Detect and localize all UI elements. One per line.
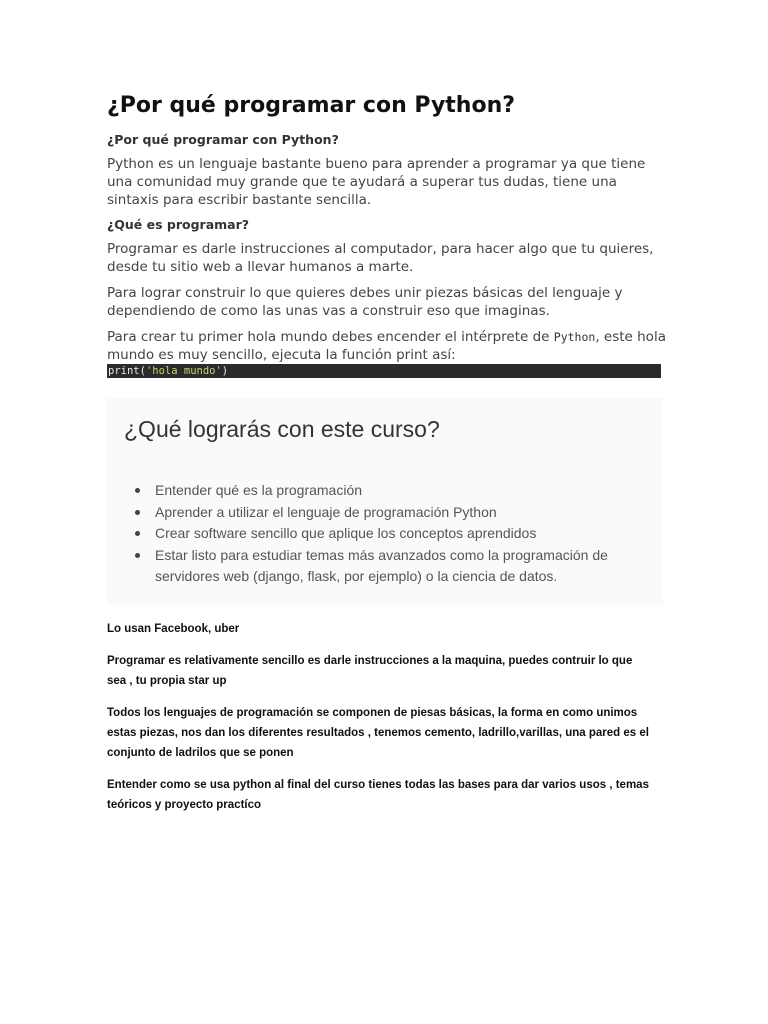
page-title: ¿Por qué programar con Python? [107, 93, 515, 118]
paragraph-hello-world [107, 328, 667, 364]
hello-text-before: Para crear tu primer hola mundo debes encender el intérprete de [107, 329, 554, 345]
slide-list-item-text: Aprender a utilizar el lenguaje de programación Python [155, 503, 497, 520]
code-function: print( [108, 365, 146, 377]
code-block-print [107, 364, 661, 378]
course-goals-slide-image [107, 398, 663, 605]
document-content [107, 92, 667, 827]
slide-list-item [131, 480, 651, 502]
bullet-icon [135, 488, 140, 493]
slide-title: ¿Qué lograrás con este curso? [124, 416, 440, 442]
slide-list-item-text: Estar listo para estudiar temas más avanzados como la programación de servidores web (django, flask, por ejemplo) o la ciencia de datos. [155, 546, 608, 584]
code-close-paren: ) [221, 365, 229, 377]
note-basic-pieces: Todos los lenguajes de programación se componen de piesas básicas, la forma en como unimos estas piezas, nos dan los diferentes resultados , tenemos cemento, ladrillo,varillas, una pared es el conjunto de ladrilos que se ponen [107, 707, 649, 759]
hello-text-after: , este hola mundo es muy sencillo, ejecuta la función print así: [107, 329, 666, 363]
paragraph-building-pieces: Para lograr construir lo que quieres debes unir piezas básicas del lenguaje y dependiendo de como las unas vas a construir eso que imaginas. [107, 285, 623, 319]
bullet-icon [135, 510, 140, 515]
slide-list-item [131, 545, 651, 588]
bullet-icon [135, 531, 140, 536]
slide-list-item [131, 502, 651, 524]
note-course-outcome: Entender como se usa python al final del curso tienes todas las bases para dar varios usos , temas teóricos y proyecto practíco [107, 779, 649, 811]
slide-list-item-text: Entender qué es la programación [155, 482, 363, 498]
paragraph-programming-definition: Programar es darle instrucciones al computador, para hacer algo que tu quieres, desde tu sitio web a llevar humanos a marte. [107, 241, 654, 275]
slide-list-item-text: Crear software sencillo que aplique los conceptos aprendidos [155, 525, 537, 541]
code-string: 'hola mundo' [145, 365, 222, 377]
slide-bullet-list [131, 480, 651, 588]
section-heading-why-python: ¿Por qué programar con Python? [107, 132, 339, 147]
paragraph-why-python: Python es un lenguaje bastante bueno para aprender a programar ya que tiene una comunidad muy grande que te ayudará a superar tus dudas, tiene una sintaxis para escribir bastante sencilla. [107, 156, 646, 208]
section-heading-what-is-programming: ¿Qué es programar? [107, 217, 249, 232]
bullet-icon [135, 553, 140, 558]
slide-list-item [131, 523, 651, 545]
note-users: Lo usan Facebook, uber [107, 623, 240, 635]
inline-code-python: Python [553, 330, 596, 344]
note-programming-simple: Programar es relativamente sencillo es darle instrucciones a la maquina, puedes contruir lo que sea , tu propia star up [107, 655, 633, 687]
